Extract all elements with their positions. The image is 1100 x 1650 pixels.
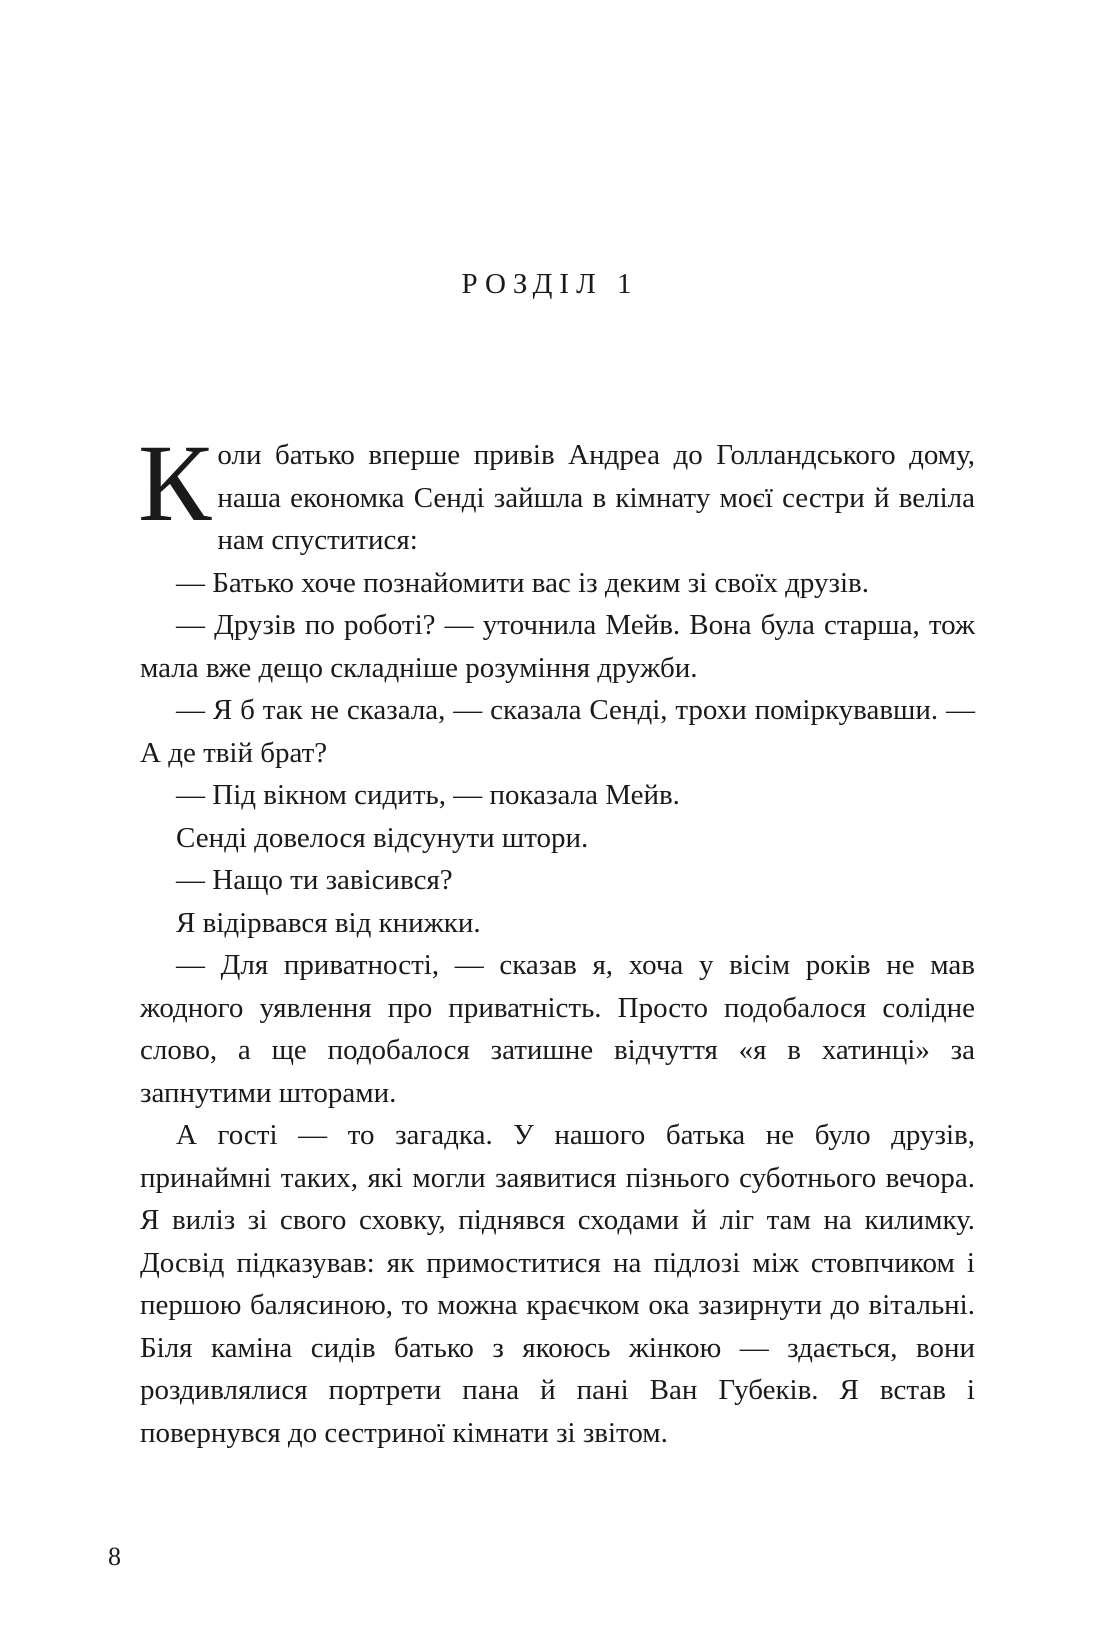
paragraph: — Для приватності, — сказав я, хоча у вісім років не мав жодного уявлення про приватність. Просто подобалося солідне слово, а ще подобалося затишне відчуття «я в хатинці» за запнутими шторами. [140, 949, 975, 1109]
paragraph: — Друзів по роботі? — уточнила Мейв. Вона була старша, тож мала вже дещо складніше розуміння дружби. [140, 609, 975, 684]
paragraph: — Батько хоче познайомити вас із деким зі своїх друзів. [176, 566, 869, 599]
drop-cap: К [138, 422, 212, 544]
paragraph: — Я б так не сказала, — сказала Сенді, трохи поміркувавши. — А де твій брат? [140, 694, 975, 769]
body-text [138, 422, 975, 1454]
paragraph: Я відірвався від книжки. [176, 906, 481, 939]
paragraph: Сенді довелося відсунути штори. [176, 821, 589, 854]
paragraph: А гості — то загадка. У нашого батька не було друзів, принаймні таких, які могли заявитися пізнього суботнього вечора. Я виліз зі свого сховку, піднявся сходами й ліг там на килимку. Досвід підказував: як примоститися на підлозі між стовпчиком і першою балясиною, то можна краєчком ока зазирнути до вітальні. Біля каміна сидів батько з якоюсь жінкою — здається, вони роздивлялися портрети пана й пані Ван Губеків. Я встав і повернувся до сестриної кімнати зі звітом. [140, 1119, 975, 1449]
paragraph: — Нащо ти завісився? [176, 864, 453, 896]
chapter-title: РОЗДІЛ 1 [461, 268, 639, 300]
paragraph [138, 422, 975, 562]
page-number: 8 [108, 1542, 121, 1571]
paragraph: — Під вікном сидить, — показала Мейв. [176, 779, 680, 811]
paragraph-text: оли батько вперше привів Андреа до Голландського дому, наша економка Сенді зайшла в кімнату моєї сестри й веліла нам спуститися: [217, 439, 975, 556]
